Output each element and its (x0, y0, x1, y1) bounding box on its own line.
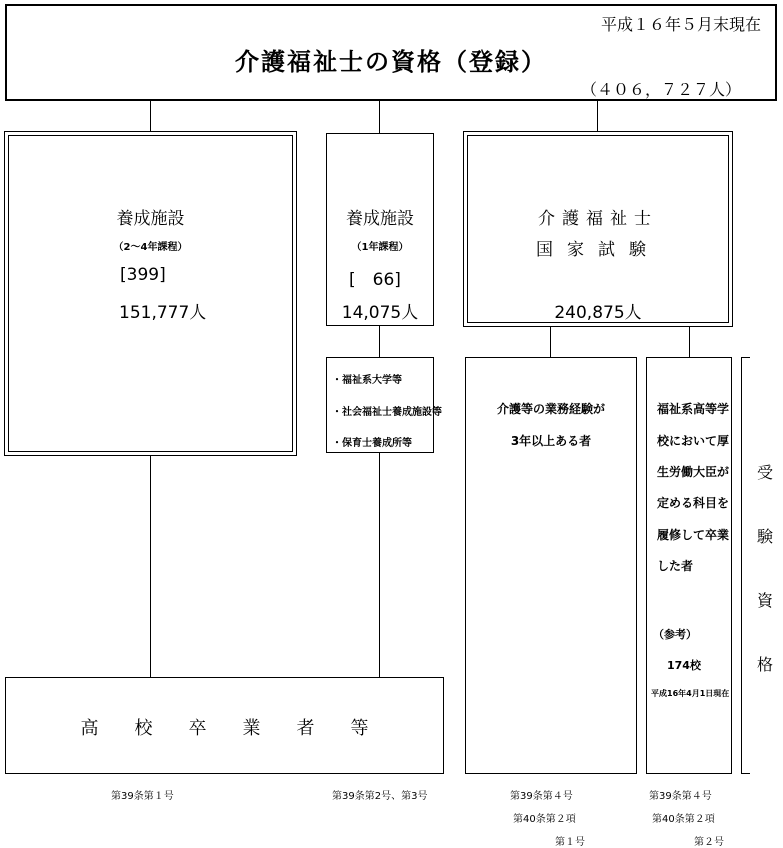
work-experience-text: 3年以上ある者 (510, 434, 592, 448)
people-count: 14,075人 (341, 303, 419, 323)
eligibility-side-label: 験 (757, 527, 774, 546)
reference-count: 174校 (667, 659, 701, 672)
connector-exam-school (689, 327, 690, 357)
exam-title-line1: 介護福祉士 (538, 209, 658, 229)
eligibility-side-label: 格 (757, 655, 774, 674)
people-count: 151,777人 (119, 303, 207, 323)
page-title: 介護福祉士の資格（登録） (235, 48, 547, 76)
connector-title-middle (379, 101, 380, 133)
legal-ref-2: 第39条第2号、第3号 (332, 791, 428, 802)
facility-name: 養成施設 (346, 209, 414, 229)
eligibility-bracket-vertical (741, 357, 742, 774)
total-registered: （４０６，７２７人） (580, 80, 741, 99)
prereq-item: ・社会福祉士養成施設等 (332, 407, 442, 418)
legal-ref-4: 第39条第４号 (649, 791, 712, 802)
work-experience-text: 介護等の業務経験が (496, 402, 605, 416)
base-label: 高 校 卒 業 者 等 (80, 718, 369, 739)
welfare-school-text: した者 (657, 559, 694, 573)
training-facility-long-box (4, 131, 297, 456)
connector-long-to-base (150, 456, 151, 677)
high-school-graduates-box (5, 677, 444, 774)
facility-count: [ 66] (349, 270, 401, 290)
connector-prereq-to-base (379, 453, 380, 677)
legal-ref-3: 第39条第４号 (510, 791, 573, 802)
eligibility-side-label: 資 (757, 591, 774, 610)
course-length: （2～4年課程） (113, 242, 188, 253)
welfare-school-text: 履修して卒業 (657, 528, 730, 542)
legal-ref-4: 第２号 (694, 837, 724, 848)
prereq-item: ・福祉系大学等 (332, 375, 402, 386)
eligibility-bracket-bottom (741, 773, 750, 774)
reference-label: （参考） (653, 628, 697, 641)
connector-title-left (150, 101, 151, 131)
training-facility-short-box (326, 133, 434, 326)
facility-name: 養成施設 (116, 209, 185, 229)
legal-ref-4: 第40条第２項 (652, 814, 715, 825)
welfare-high-school-box (646, 357, 732, 774)
qualification-title-box (5, 4, 777, 101)
connector-title-right (597, 101, 598, 131)
connector-exam-work (550, 327, 551, 357)
as-of-date: 平成１６年５月末現在 (600, 15, 761, 34)
course-length: （1年課程） (351, 242, 409, 253)
prerequisite-schools-box (326, 357, 442, 453)
national-exam-box (463, 131, 733, 327)
exam-title-line2: 国家試験 (536, 240, 660, 260)
welfare-school-text: 定める科目を (657, 496, 730, 510)
eligibility-side-label: 受 (757, 463, 774, 482)
legal-ref-1: 第39条第１号 (111, 791, 174, 802)
legal-ref-3: 第１号 (555, 837, 585, 848)
welfare-school-text: 校において厚 (657, 434, 730, 448)
facility-count: [399] (120, 265, 166, 285)
connector-short-to-prereq (379, 326, 380, 357)
prereq-item: ・保育士養成所等 (332, 438, 412, 449)
work-experience-box (465, 357, 637, 774)
legal-ref-3: 第40条第２項 (513, 814, 576, 825)
reference-date: 平成16年4月1日現在 (651, 689, 730, 698)
eligibility-bracket-top (741, 357, 750, 358)
welfare-school-text: 生労働大臣が (657, 465, 730, 479)
exam-people-count: 240,875人 (554, 303, 642, 323)
welfare-school-text: 福祉系高等学 (657, 402, 730, 416)
